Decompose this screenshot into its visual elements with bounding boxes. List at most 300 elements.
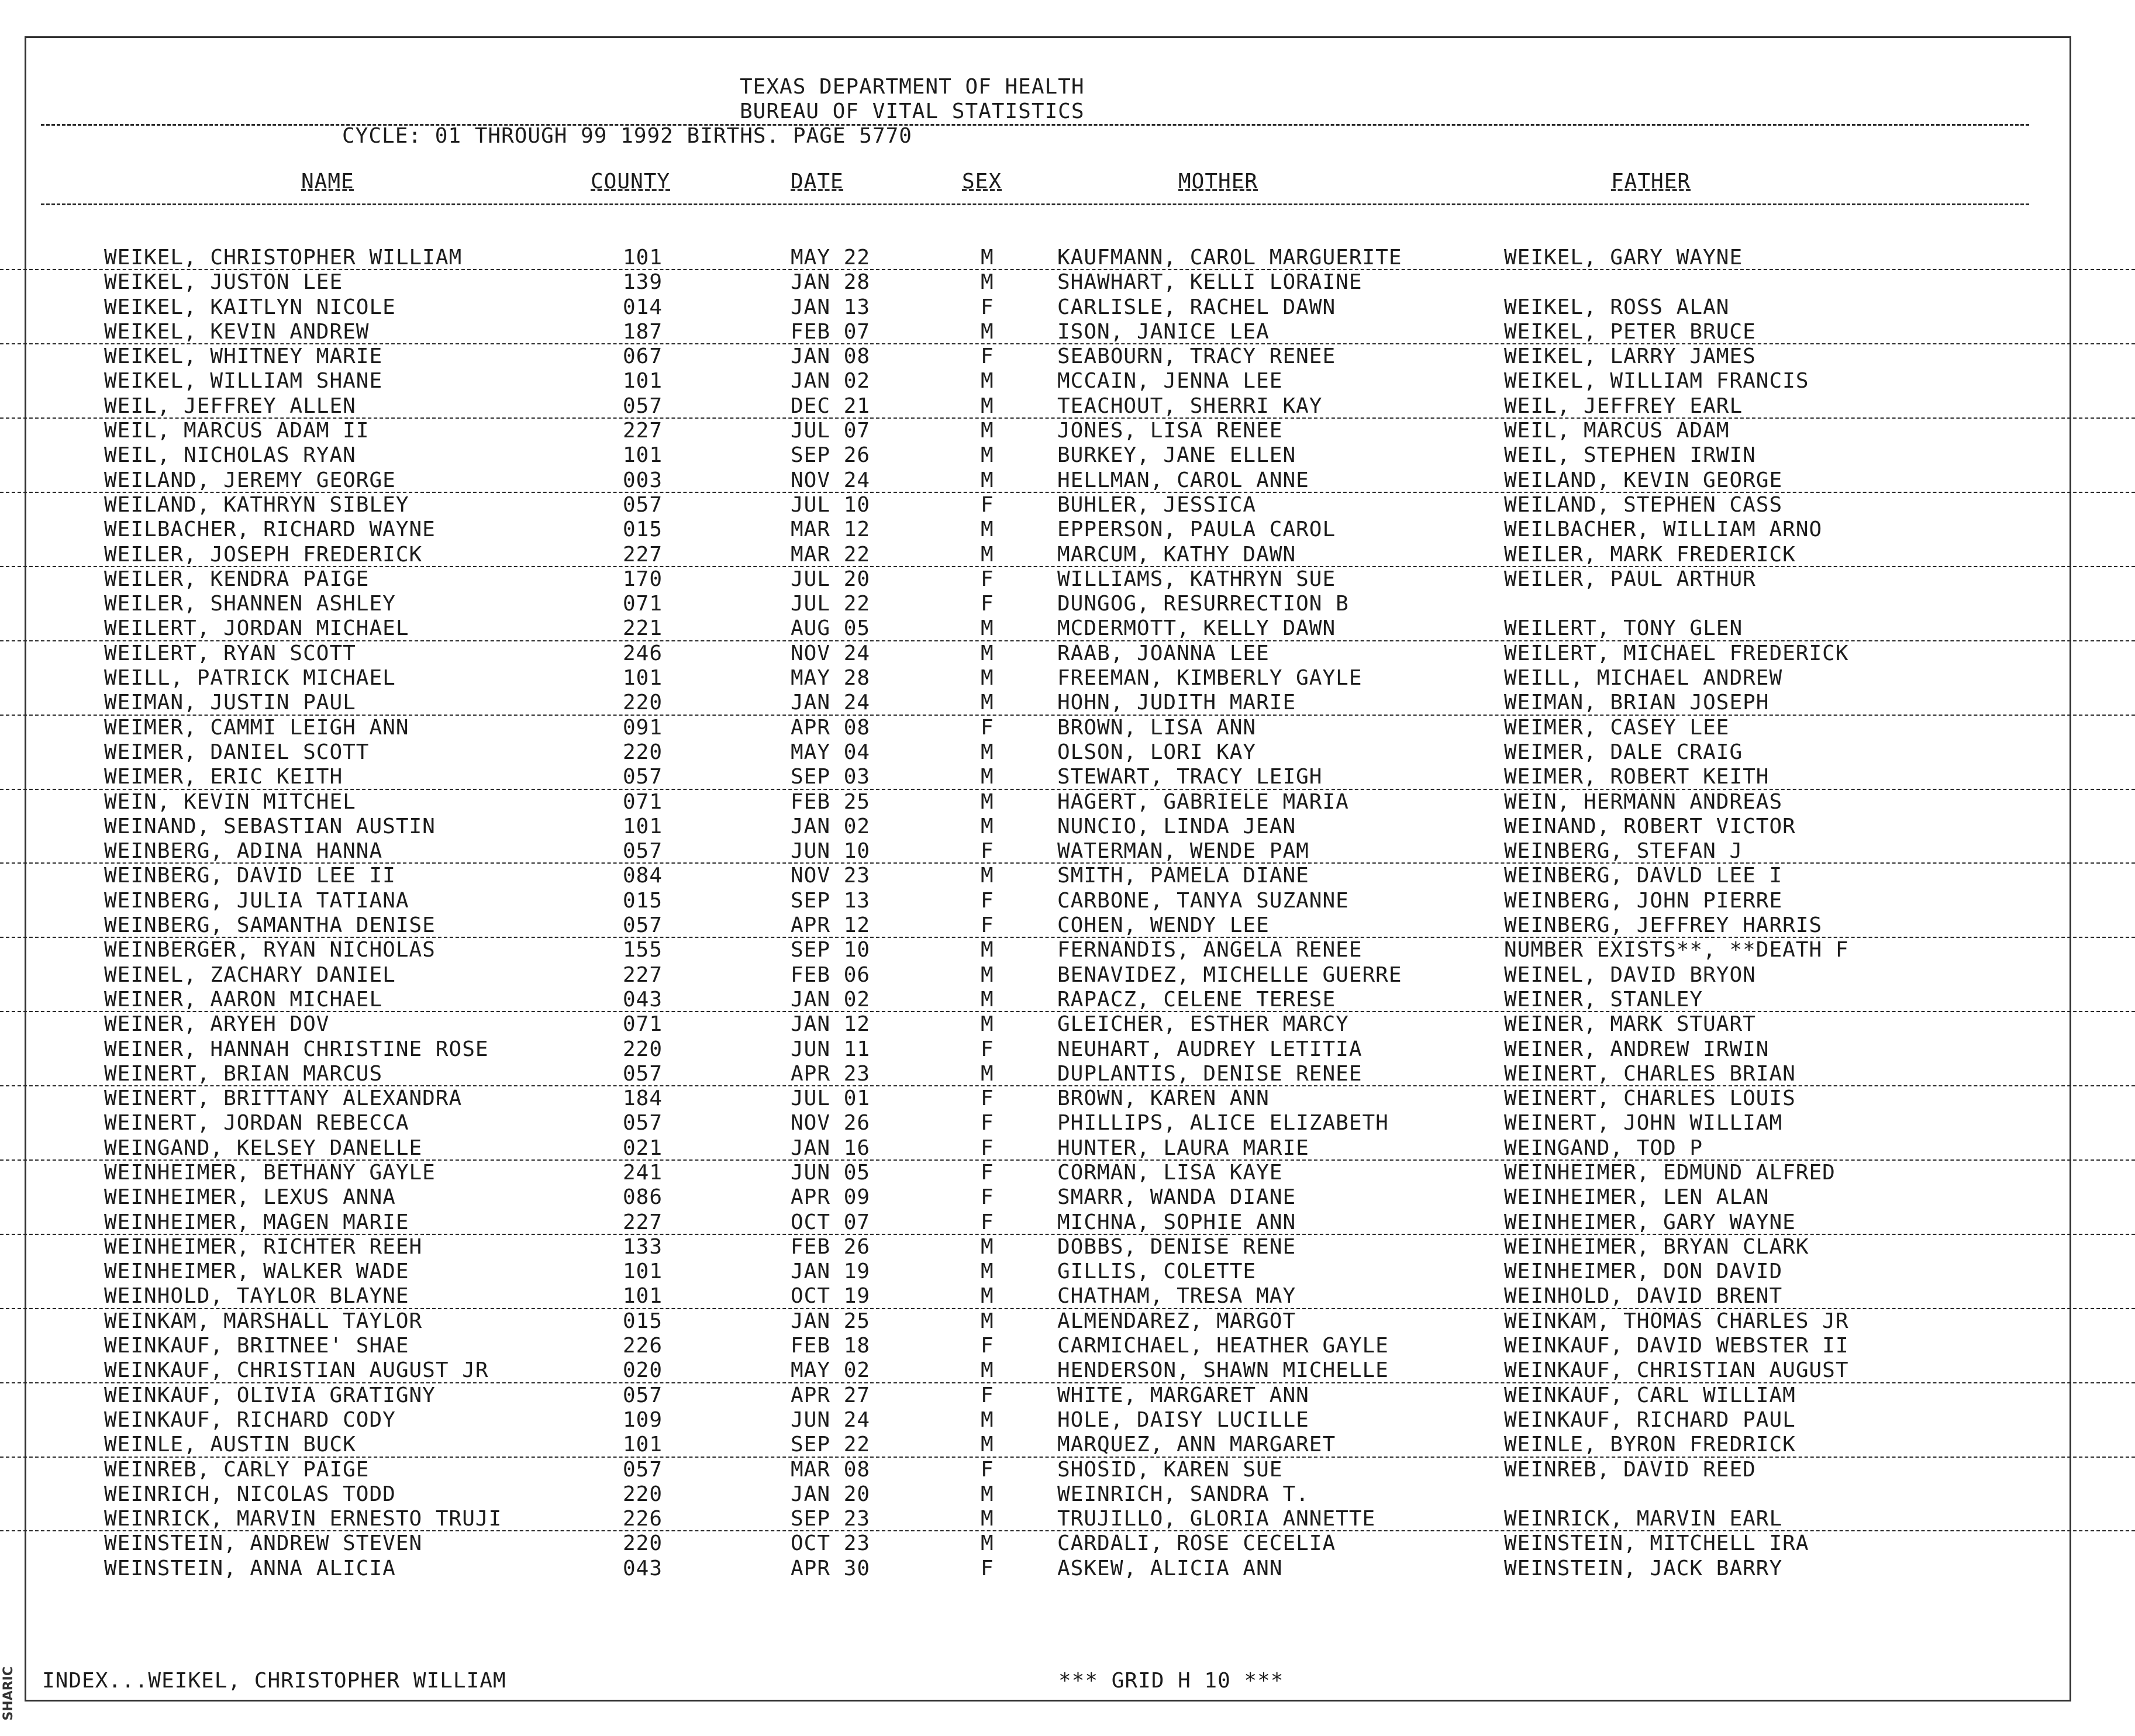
cell-date: JUN 11 [791, 1037, 871, 1061]
cell-father: WEINBERG, JEFFREY HARRIS [1504, 913, 1823, 938]
cell-sex: M [981, 789, 994, 814]
table-row [0, 913, 2135, 938]
cell-date: SEP 22 [791, 1433, 871, 1457]
cell-county: 227 [623, 542, 663, 567]
cell-sex: F [981, 344, 994, 369]
table-row [0, 1458, 2135, 1482]
cell-sex: M [981, 1433, 994, 1457]
cell-name: WEIMAN, JUSTIN PAUL [104, 691, 356, 715]
cell-date: DEC 21 [791, 394, 871, 418]
cell-father: WEINERT, CHARLES BRIAN [1504, 1061, 1796, 1086]
cell-date: JUL 22 [791, 592, 871, 616]
cell-sex: F [981, 1334, 994, 1358]
cell-sex: M [981, 246, 994, 270]
table-row [0, 468, 2135, 493]
cell-father: WEIL, JEFFREY EARL [1504, 394, 1743, 418]
side-label: SHARIC [1, 1666, 16, 1721]
cell-mother: BUHLER, JESSICA [1057, 492, 1257, 517]
cell-county: 014 [623, 295, 663, 319]
table-row [0, 543, 2135, 567]
cell-county: 067 [623, 344, 663, 369]
cell-father: WEINHEIMER, LEN ALAN [1504, 1185, 1770, 1210]
cell-sex: F [981, 888, 994, 913]
cell-name: WEILER, SHANNEN ASHLEY [104, 592, 396, 616]
cell-father: WEIKEL, GARY WAYNE [1504, 246, 1743, 270]
cell-father: WEINGAND, TOD P [1504, 1136, 1703, 1160]
cell-county: 057 [623, 913, 663, 938]
cell-county: 220 [623, 1482, 663, 1506]
cell-sex: M [981, 1012, 994, 1037]
cell-father: WEIKEL, PETER BRUCE [1504, 319, 1756, 344]
cell-sex: M [981, 468, 994, 492]
cell-name: WEINKAUF, BRITNEE' SHAE [104, 1334, 409, 1358]
cell-sex: F [981, 1037, 994, 1061]
cell-name: WEIL, MARCUS ADAM II [104, 419, 370, 443]
cell-county: 227 [623, 962, 663, 987]
cell-sex: M [981, 666, 994, 691]
cell-mother: WILLIAMS, KATHRYN SUE [1057, 567, 1336, 591]
cell-mother: DOBBS, DENISE RENE [1057, 1234, 1296, 1259]
table-row [0, 1235, 2135, 1259]
cell-date: MAR 22 [791, 542, 871, 567]
cell-mother: TEACHOUT, SHERRI KAY [1057, 394, 1323, 418]
cell-date: FEB 26 [791, 1234, 871, 1259]
cell-date: JAN 25 [791, 1309, 871, 1333]
cell-name: WEINHEIMER, RICHTER REEH [104, 1234, 423, 1259]
grid-footer: *** GRID H 10 *** [1058, 1669, 1284, 1693]
cell-name: WEINHEIMER, BETHANY GAYLE [104, 1160, 436, 1185]
cell-county: 220 [623, 740, 663, 764]
cell-name: WEINBERG, JULIA TATIANA [104, 888, 409, 913]
table-row [0, 1358, 2135, 1383]
cell-father: WEINBERG, JOHN PIERRE [1504, 888, 1783, 913]
table-row [0, 344, 2135, 369]
cell-sex: F [981, 1383, 994, 1407]
table-row [0, 988, 2135, 1012]
cell-name: WEIKEL, WILLIAM SHANE [104, 369, 383, 394]
table-row [0, 641, 2135, 666]
cell-date: JAN 02 [791, 369, 871, 394]
cell-date: NOV 24 [791, 641, 871, 665]
cell-sex: M [981, 1507, 994, 1531]
cell-mother: JONES, LISA RENEE [1057, 419, 1283, 443]
cell-date: MAY 02 [791, 1358, 871, 1383]
cell-name: WEILER, KENDRA PAIGE [104, 567, 370, 591]
cell-father: WEILER, MARK FREDERICK [1504, 542, 1796, 567]
cell-county: 220 [623, 691, 663, 715]
table-row [0, 1259, 2135, 1284]
col-sex: SEX [962, 170, 1002, 194]
cell-mother: RAPACZ, CELENE TERESE [1057, 987, 1336, 1012]
table-row [0, 1482, 2135, 1507]
cell-county: 139 [623, 270, 663, 295]
cell-name: WEILBACHER, RICHARD WAYNE [104, 517, 436, 542]
cell-father: WEINERT, CHARLES LOUIS [1504, 1086, 1796, 1111]
cell-name: WEILERT, RYAN SCOTT [104, 641, 356, 665]
cell-mother: CARDALI, ROSE CECELIA [1057, 1531, 1336, 1556]
cell-name: WEIKEL, KEVIN ANDREW [104, 319, 370, 344]
cell-county: 043 [623, 1556, 663, 1580]
cell-date: JAN 12 [791, 1012, 871, 1037]
cell-name: WEILERT, JORDAN MICHAEL [104, 616, 409, 641]
cell-sex: M [981, 962, 994, 987]
cell-name: WEINAND, SEBASTIAN AUSTIN [104, 814, 436, 838]
col-mother: MOTHER [1178, 170, 1258, 194]
table-row [0, 394, 2135, 419]
cell-name: WEINSTEIN, ANDREW STEVEN [104, 1531, 423, 1556]
cell-name: WEINGAND, KELSEY DANELLE [104, 1136, 423, 1160]
cell-father: WEINBERG, STEFAN J [1504, 839, 1743, 864]
cell-father: WEINER, ANDREW IRWIN [1504, 1037, 1770, 1061]
table-row [0, 1433, 2135, 1457]
cell-father: WEINKAUF, RICHARD PAUL [1504, 1407, 1796, 1432]
cell-mother: PHILLIPS, ALICE ELIZABETH [1057, 1111, 1389, 1136]
cell-name: WEINHOLD, TAYLOR BLAYNE [104, 1284, 409, 1309]
cell-name: WEINEL, ZACHARY DANIEL [104, 962, 396, 987]
table-row [0, 1531, 2135, 1556]
table-row [0, 1284, 2135, 1309]
cell-date: FEB 25 [791, 789, 871, 814]
table-row [0, 320, 2135, 344]
cell-county: 084 [623, 864, 663, 888]
cell-father: WEINAND, ROBERT VICTOR [1504, 814, 1796, 838]
cell-name: WEILAND, JEREMY GEORGE [104, 468, 396, 492]
cell-father: WEIKEL, WILLIAM FRANCIS [1504, 369, 1809, 394]
cell-father: WEINHEIMER, GARY WAYNE [1504, 1210, 1796, 1234]
cell-date: APR 12 [791, 913, 871, 938]
cell-county: 057 [623, 394, 663, 418]
cell-county: 021 [623, 1136, 663, 1160]
table-row [0, 790, 2135, 814]
cell-name: WEINKAM, MARSHALL TAYLOR [104, 1309, 423, 1333]
cell-date: AUG 05 [791, 616, 871, 641]
cell-county: 003 [623, 468, 663, 492]
cell-county: 057 [623, 1383, 663, 1407]
cell-county: 015 [623, 1309, 663, 1333]
cell-father: WEILERT, TONY GLEN [1504, 616, 1743, 641]
cell-county: 226 [623, 1507, 663, 1531]
table-row [0, 1136, 2135, 1161]
cell-county: 184 [623, 1086, 663, 1111]
cell-date: MAR 12 [791, 517, 871, 542]
cell-father: WEINBERG, DAVLD LEE I [1504, 864, 1783, 888]
cell-sex: M [981, 691, 994, 715]
cell-county: 133 [623, 1234, 663, 1259]
cell-date: JAN 02 [791, 814, 871, 838]
cell-mother: DUNGOG, RESURRECTION B [1057, 592, 1349, 616]
cell-county: 241 [623, 1160, 663, 1185]
cell-mother: CARBONE, TANYA SUZANNE [1057, 888, 1349, 913]
table-row [0, 666, 2135, 691]
cell-father: WEINKAUF, CARL WILLIAM [1504, 1383, 1796, 1407]
cell-sex: M [981, 542, 994, 567]
cell-father: WEILL, MICHAEL ANDREW [1504, 666, 1783, 691]
index-footer: INDEX...WEIKEL, CHRISTOPHER WILLIAM [42, 1669, 506, 1693]
cell-sex: F [981, 1210, 994, 1234]
cell-county: 015 [623, 888, 663, 913]
cell-county: 101 [623, 246, 663, 270]
table-row [0, 369, 2135, 394]
cell-county: 101 [623, 814, 663, 838]
cell-county: 071 [623, 592, 663, 616]
cell-mother: RAAB, JOANNA LEE [1057, 641, 1270, 665]
cell-mother: HUNTER, LAURA MARIE [1057, 1136, 1309, 1160]
cell-date: JUN 10 [791, 839, 871, 864]
cell-date: FEB 18 [791, 1334, 871, 1358]
cell-father: WEINHOLD, DAVID BRENT [1504, 1284, 1783, 1309]
table-row [0, 1309, 2135, 1334]
cell-county: 086 [623, 1185, 663, 1210]
columns-rule [41, 203, 2029, 205]
cell-date: JAN 08 [791, 344, 871, 369]
cell-father: WEIMAN, BRIAN JOSEPH [1504, 691, 1770, 715]
cell-date: MAR 08 [791, 1457, 871, 1482]
cell-name: WEINRICH, NICOLAS TODD [104, 1482, 396, 1506]
table-row [0, 864, 2135, 888]
table-row [0, 1185, 2135, 1210]
cell-date: OCT 19 [791, 1284, 871, 1309]
cell-date: JAN 02 [791, 987, 871, 1012]
table-row [0, 517, 2135, 542]
cell-name: WEINKAUF, OLIVIA GRATIGNY [104, 1383, 436, 1407]
cell-mother: HAGERT, GABRIELE MARIA [1057, 789, 1349, 814]
cell-sex: M [981, 369, 994, 394]
cell-sex: M [981, 319, 994, 344]
cell-father: WEINKAUF, CHRISTIAN AUGUST [1504, 1358, 1849, 1383]
cell-county: 057 [623, 492, 663, 517]
cell-date: JUL 01 [791, 1086, 871, 1111]
cell-father: WEINHEIMER, DON DAVID [1504, 1259, 1783, 1284]
cell-name: WEIKEL, JUSTON LEE [104, 270, 343, 295]
cell-sex: M [981, 814, 994, 838]
col-father: FATHER [1611, 170, 1691, 194]
cell-father: WEINERT, JOHN WILLIAM [1504, 1111, 1783, 1136]
cell-date: JUN 24 [791, 1407, 871, 1432]
cell-date: MAY 22 [791, 246, 871, 270]
cell-mother: GILLIS, COLETTE [1057, 1259, 1257, 1284]
cycle-line: CYCLE: 01 THROUGH 99 1992 BIRTHS. PAGE 5770 [342, 124, 912, 148]
table-row [0, 295, 2135, 320]
cell-mother: ALMENDAREZ, MARGOT [1057, 1309, 1296, 1333]
table-row [0, 270, 2135, 295]
cell-county: 057 [623, 765, 663, 789]
cell-date: JAN 16 [791, 1136, 871, 1160]
cell-date: JAN 19 [791, 1259, 871, 1284]
cell-father: WEILBACHER, WILLIAM ARNO [1504, 517, 1823, 542]
cell-sex: M [981, 1358, 994, 1383]
cell-county: 101 [623, 1259, 663, 1284]
cell-father: NUMBER EXISTS**, **DEATH F [1504, 938, 1849, 962]
cell-father: WEINRICK, MARVIN EARL [1504, 1507, 1783, 1531]
cell-name: WEINSTEIN, ANNA ALICIA [104, 1556, 396, 1580]
cell-name: WEINLE, AUSTIN BUCK [104, 1433, 356, 1457]
table-row [0, 740, 2135, 765]
cell-father: WEILAND, STEPHEN CASS [1504, 492, 1783, 517]
table-row [0, 443, 2135, 468]
cell-father: WEIL, MARCUS ADAM [1504, 419, 1730, 443]
cell-sex: M [981, 1259, 994, 1284]
column-headers [0, 170, 2135, 205]
cell-mother: GLEICHER, ESTHER MARCY [1057, 1012, 1349, 1037]
table-row [0, 1507, 2135, 1531]
cell-name: WEINER, ARYEH DOV [104, 1012, 330, 1037]
table-row [0, 1210, 2135, 1235]
cell-county: 020 [623, 1358, 663, 1383]
cell-date: APR 09 [791, 1185, 871, 1210]
cell-sex: M [981, 641, 994, 665]
cell-date: JUL 07 [791, 419, 871, 443]
table-row [0, 616, 2135, 641]
cell-county: 101 [623, 1433, 663, 1457]
cell-name: WEILL, PATRICK MICHAEL [104, 666, 396, 691]
cell-county: 155 [623, 938, 663, 962]
cell-sex: M [981, 443, 994, 468]
cell-name: WEINERT, BRITTANY ALEXANDRA [104, 1086, 463, 1111]
cell-mother: MARCUM, KATHY DAWN [1057, 542, 1296, 567]
cell-date: MAY 28 [791, 666, 871, 691]
cell-county: 220 [623, 1531, 663, 1556]
cell-sex: F [981, 913, 994, 938]
cell-mother: MCCAIN, JENNA LEE [1057, 369, 1283, 394]
table-row [0, 839, 2135, 864]
cell-sex: M [981, 616, 994, 641]
cell-sex: F [981, 592, 994, 616]
cell-date: FEB 07 [791, 319, 871, 344]
cell-name: WEIMER, DANIEL SCOTT [104, 740, 370, 764]
cell-mother: BROWN, KAREN ANN [1057, 1086, 1270, 1111]
cell-date: SEP 26 [791, 443, 871, 468]
cell-mother: BURKEY, JANE ELLEN [1057, 443, 1296, 468]
cell-mother: BENAVIDEZ, MICHELLE GUERRE [1057, 962, 1402, 987]
table-row [0, 246, 2135, 270]
cell-county: 101 [623, 443, 663, 468]
col-date: DATE [791, 170, 844, 194]
cell-county: 015 [623, 517, 663, 542]
cell-county: 227 [623, 419, 663, 443]
cell-county: 221 [623, 616, 663, 641]
cell-name: WEINBERG, ADINA HANNA [104, 839, 383, 864]
cell-mother: BROWN, LISA ANN [1057, 715, 1257, 740]
cell-father: WEINEL, DAVID BRYON [1504, 962, 1756, 987]
cell-mother: MICHNA, SOPHIE ANN [1057, 1210, 1296, 1234]
cell-name: WEINKAUF, RICHARD CODY [104, 1407, 396, 1432]
cell-name: WEINHEIMER, LEXUS ANNA [104, 1185, 396, 1210]
cell-sex: F [981, 492, 994, 517]
cell-father: WEILERT, MICHAEL FREDERICK [1504, 641, 1849, 665]
table-row [0, 1161, 2135, 1185]
table-row [0, 1334, 2135, 1358]
cell-mother: HENDERSON, SHAWN MICHELLE [1057, 1358, 1389, 1383]
cell-name: WEINERT, BRIAN MARCUS [104, 1061, 383, 1086]
cell-county: 057 [623, 1111, 663, 1136]
cell-date: JAN 20 [791, 1482, 871, 1506]
cell-name: WEIKEL, KAITLYN NICOLE [104, 295, 396, 319]
title-line-1: TEXAS DEPARTMENT OF HEALTH [740, 75, 1085, 99]
cell-date: NOV 24 [791, 468, 871, 492]
cell-name: WEINHEIMER, WALKER WADE [104, 1259, 409, 1284]
col-county: COUNTY [591, 170, 671, 194]
table-row [0, 889, 2135, 913]
cell-sex: M [981, 864, 994, 888]
cell-mother: SHAWHART, KELLI LORAINE [1057, 270, 1363, 295]
cell-mother: DUPLANTIS, DENISE RENEE [1057, 1061, 1363, 1086]
cell-name: WEIN, KEVIN MITCHEL [104, 789, 356, 814]
cell-mother: FERNANDIS, ANGELA RENEE [1057, 938, 1363, 962]
cell-name: WEINBERG, SAMANTHA DENISE [104, 913, 436, 938]
cell-county: 057 [623, 1061, 663, 1086]
records-table [0, 246, 2135, 1581]
cell-father: WEINER, STANLEY [1504, 987, 1703, 1012]
cell-date: JUL 10 [791, 492, 871, 517]
cell-sex: M [981, 1531, 994, 1556]
cell-date: SEP 23 [791, 1507, 871, 1531]
cell-sex: F [981, 1136, 994, 1160]
table-row [0, 814, 2135, 839]
cell-mother: CARLISLE, RACHEL DAWN [1057, 295, 1336, 319]
cell-date: APR 23 [791, 1061, 871, 1086]
cell-county: 071 [623, 789, 663, 814]
cell-name: WEIL, NICHOLAS RYAN [104, 443, 356, 468]
cell-date: SEP 10 [791, 938, 871, 962]
table-row [0, 1111, 2135, 1136]
table-row [0, 567, 2135, 592]
cell-father: WEINKAM, THOMAS CHARLES JR [1504, 1309, 1849, 1333]
table-row [0, 1383, 2135, 1408]
cell-date: NOV 26 [791, 1111, 871, 1136]
cell-mother: NUNCIO, LINDA JEAN [1057, 814, 1296, 838]
cell-mother: ASKEW, ALICIA ANN [1057, 1556, 1283, 1580]
cell-sex: M [981, 1482, 994, 1506]
cell-sex: F [981, 1160, 994, 1185]
cell-name: WEINERT, JORDAN REBECCA [104, 1111, 409, 1136]
cell-county: 226 [623, 1334, 663, 1358]
cell-name: WEIKEL, WHITNEY MARIE [104, 344, 383, 369]
cell-sex: M [981, 1309, 994, 1333]
table-row [0, 963, 2135, 988]
cell-mother: SMARR, WANDA DIANE [1057, 1185, 1296, 1210]
cell-sex: F [981, 839, 994, 864]
cell-mother: SHOSID, KAREN SUE [1057, 1457, 1283, 1482]
cell-county: 043 [623, 987, 663, 1012]
cell-father: WEIKEL, LARRY JAMES [1504, 344, 1756, 369]
table-row [0, 1012, 2135, 1037]
cell-sex: F [981, 295, 994, 319]
table-row [0, 1062, 2135, 1086]
cell-county: 091 [623, 715, 663, 740]
table-row [0, 765, 2135, 789]
cell-date: MAY 04 [791, 740, 871, 764]
cell-date: JAN 28 [791, 270, 871, 295]
cell-sex: M [981, 765, 994, 789]
cell-name: WEIKEL, CHRISTOPHER WILLIAM [104, 246, 463, 270]
cell-county: 220 [623, 1037, 663, 1061]
cell-date: FEB 06 [791, 962, 871, 987]
cell-father: WEINHEIMER, BRYAN CLARK [1504, 1234, 1809, 1259]
cell-date: SEP 13 [791, 888, 871, 913]
cell-county: 057 [623, 1457, 663, 1482]
cell-date: APR 30 [791, 1556, 871, 1580]
cell-name: WEINBERG, DAVID LEE II [104, 864, 396, 888]
cell-mother: NEUHART, AUDREY LETITIA [1057, 1037, 1363, 1061]
cell-mother: TRUJILLO, GLORIA ANNETTE [1057, 1507, 1376, 1531]
cell-mother: ISON, JANICE LEA [1057, 319, 1270, 344]
cell-county: 101 [623, 1284, 663, 1309]
cell-father: WEINREB, DAVID REED [1504, 1457, 1756, 1482]
cell-county: 101 [623, 369, 663, 394]
table-row [0, 938, 2135, 962]
cell-mother: WEINRICH, SANDRA T. [1057, 1482, 1309, 1506]
cell-sex: M [981, 740, 994, 764]
